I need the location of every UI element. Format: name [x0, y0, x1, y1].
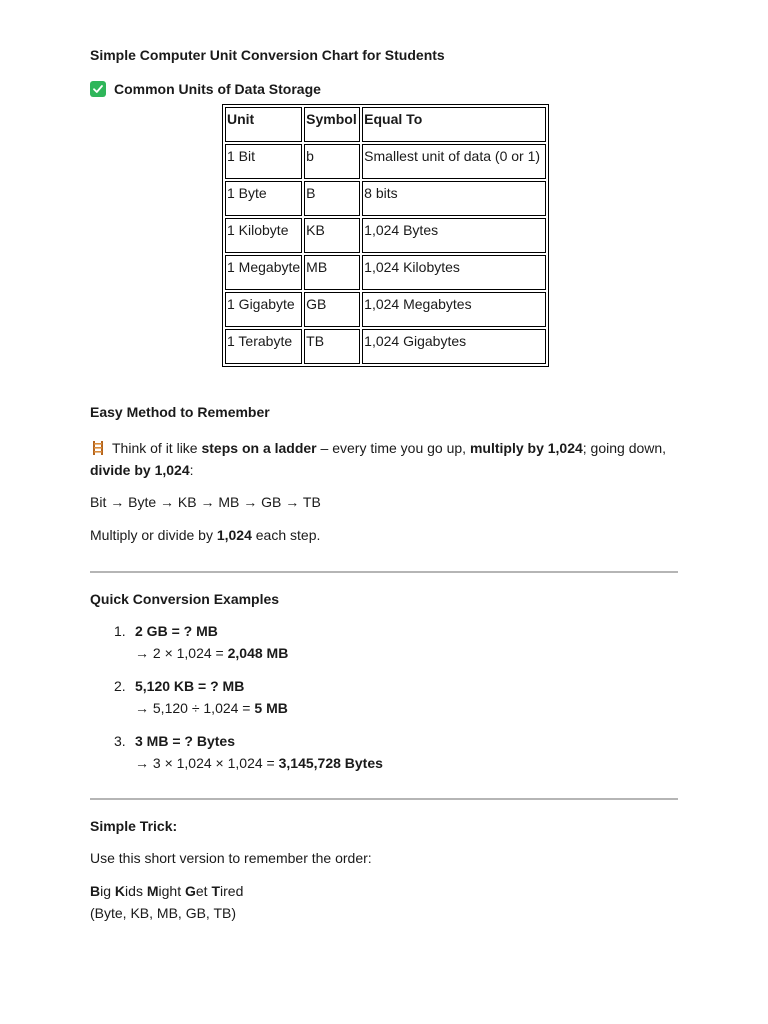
units-table: [222, 104, 549, 367]
storage-heading: [90, 81, 321, 97]
table-row: [225, 329, 546, 364]
header-cell: Unit: [225, 107, 302, 142]
text-run: ired: [220, 883, 244, 899]
table-cell: 1 Bit: [225, 144, 302, 179]
text-run: ig: [100, 883, 115, 899]
table-cell: 1 Kilobyte: [225, 218, 302, 253]
list-item: [90, 675, 383, 719]
example-work: → 2 × 1,024 =: [135, 645, 228, 661]
mnemonic: [90, 880, 243, 924]
table-cell: 1 Byte: [225, 181, 302, 216]
table-cell: b: [304, 144, 360, 179]
mnemonic-letter: M: [146, 883, 159, 899]
item-number: 2.: [114, 678, 126, 694]
divider: [90, 571, 678, 573]
table-cell: B: [304, 181, 360, 216]
text-run: :: [189, 462, 194, 478]
table-row: [225, 181, 546, 216]
table-cell: 1 Gigabyte: [225, 292, 302, 327]
list-item: [90, 620, 383, 664]
emphasis-text: divide by 1,024: [90, 462, 190, 478]
table-cell: 1 Megabyte: [225, 255, 302, 290]
mnemonic-letter: K: [114, 883, 126, 899]
example-work: → 5,120 ÷ 1,024 =: [135, 700, 255, 716]
item-number: 3.: [114, 733, 126, 749]
mnemonic-expansion: (Byte, KB, MB, GB, TB): [90, 905, 236, 921]
table-cell: TB: [304, 329, 360, 364]
multiply-note: [90, 524, 320, 546]
text-run: Think of it like: [112, 440, 202, 456]
example-question: 5,120 KB = ? MB: [135, 678, 245, 694]
example-question: 3 MB = ? Bytes: [135, 733, 235, 749]
text-run: Multiply or divide by: [90, 527, 217, 543]
trick-intro: Use this short version to remember the order:: [90, 850, 372, 866]
table-cell: GB: [304, 292, 360, 327]
emphasis-text: 1,024: [216, 527, 252, 543]
header-cell: Equal To: [362, 107, 546, 142]
text-run: et: [195, 883, 212, 899]
table-cell: 1 Terabyte: [225, 329, 302, 364]
trick-heading: Simple Trick:: [90, 818, 178, 834]
mnemonic-letter: T: [211, 883, 221, 899]
mnemonic-letter: G: [184, 883, 196, 899]
storage-heading-text: Common Units of Data Storage: [114, 81, 321, 97]
text-run: ight: [158, 883, 185, 899]
table-cell: KB: [304, 218, 360, 253]
emphasis-text: multiply by 1,024: [469, 440, 583, 456]
table-cell: 8 bits: [362, 181, 546, 216]
text-run: ; going down,: [582, 440, 667, 456]
table-cell: MB: [304, 255, 360, 290]
examples-list: [90, 620, 383, 785]
example-answer: 2,048 MB: [227, 645, 289, 661]
table-cell: 1,024 Megabytes: [362, 292, 546, 327]
divider: [90, 798, 678, 800]
list-item: [90, 730, 383, 774]
method-paragraph: [90, 437, 680, 481]
table-header-row: [225, 107, 546, 142]
text-run: – every time you go up,: [316, 440, 470, 456]
mnemonic-letter: B: [90, 883, 101, 899]
item-number: 1.: [114, 623, 126, 639]
table-cell: Smallest unit of data (0 or 1): [362, 144, 546, 179]
examples-heading: Quick Conversion Examples: [90, 591, 280, 607]
table-row: [225, 292, 546, 327]
table-row: [225, 144, 546, 179]
example-work: → 3 × 1,024 × 1,024 =: [135, 755, 279, 771]
method-heading: Easy Method to Remember: [90, 404, 270, 420]
page-title: Simple Computer Unit Conversion Chart for Students: [90, 47, 445, 63]
ladder-icon: [90, 440, 106, 456]
table-cell: 1,024 Kilobytes: [362, 255, 546, 290]
table-cell: 1,024 Bytes: [362, 218, 546, 253]
unit-chain: Bit → Byte → KB → MB → GB → TB: [90, 494, 321, 510]
check-icon: [90, 81, 106, 97]
text-run: each step.: [251, 527, 321, 543]
text-run: ids: [125, 883, 147, 899]
emphasis-text: steps on a ladder: [201, 440, 317, 456]
header-cell: Symbol: [304, 107, 360, 142]
example-answer: 3,145,728 Bytes: [278, 755, 383, 771]
table-row: [225, 255, 546, 290]
example-answer: 5 MB: [254, 700, 288, 716]
example-question: 2 GB = ? MB: [135, 623, 218, 639]
table-row: [225, 218, 546, 253]
table-cell: 1,024 Gigabytes: [362, 329, 546, 364]
